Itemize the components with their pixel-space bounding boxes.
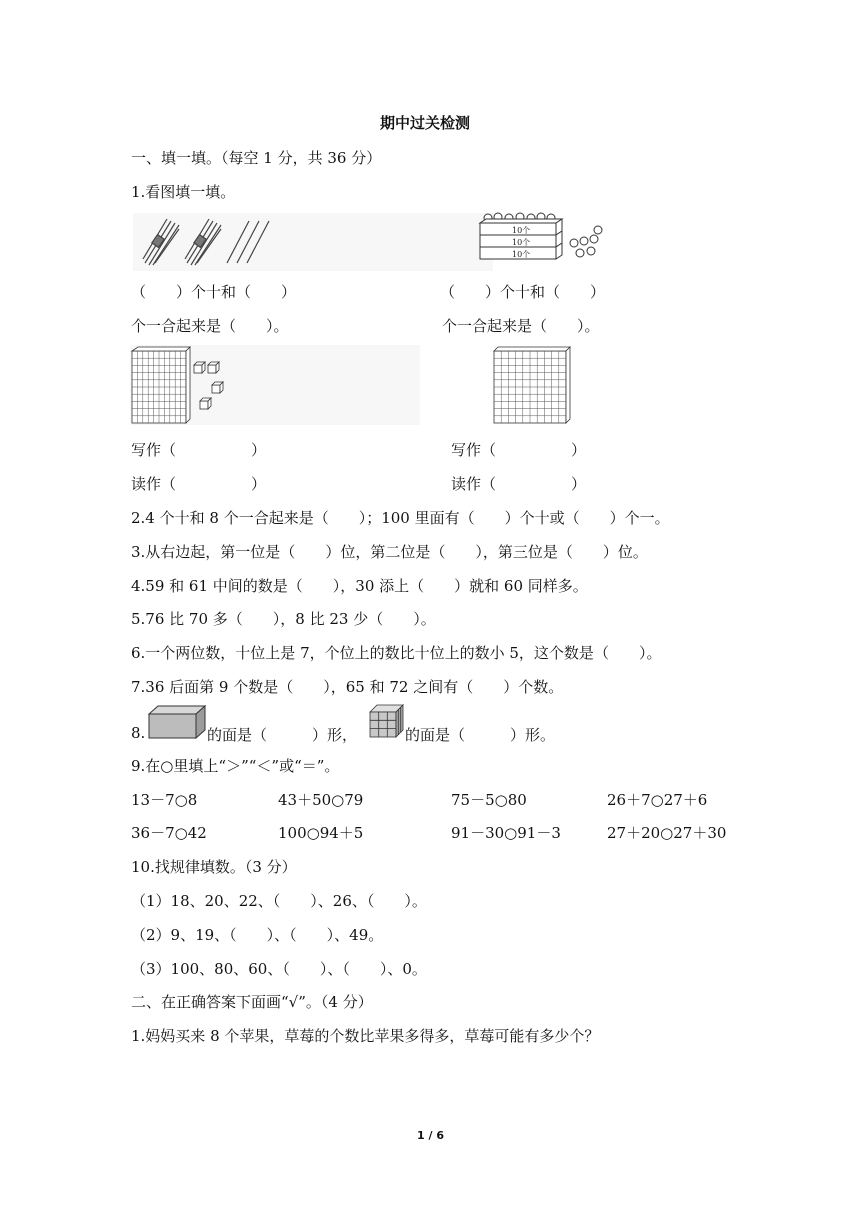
q4: 4.59 和 61 中间的数是（ ），30 添上（ ）就和 60 同样多。	[131, 577, 588, 595]
q9-label: 9.在○里填上“＞”“＜”或“＝”。	[131, 757, 340, 775]
q9-r2-c2: 100○94＋5	[278, 824, 364, 842]
crates-of-ten-image	[478, 213, 608, 271]
q8-number: 8.	[131, 724, 146, 742]
q1-left-line1: （ ）个十和（ ）	[131, 283, 297, 301]
q9-r1-c1: 13－7○8	[131, 791, 198, 809]
q1-right-line2: 个一合起来是（ ）。	[442, 317, 600, 335]
q10-item-3: （3）100、80、60、（ ）、（ ）、0。	[131, 960, 427, 978]
q9-r1-c3: 75－5○80	[451, 791, 527, 809]
q9-r2-c3: 91－30○91－3	[451, 824, 561, 842]
page-number: 1 / 6	[417, 1129, 444, 1142]
section2-heading: 二、在正确答案下面画“√”。（4 分）	[131, 993, 373, 1011]
q1-write-right: 写作（ ）	[451, 441, 587, 459]
hundred-grid-image	[490, 345, 570, 425]
q10-label: 10.找规律填数。（3 分）	[131, 858, 297, 876]
crate-label-2: 10个	[512, 238, 531, 247]
q1-write-left: 写作（ ）	[131, 441, 267, 459]
q1-read-left: 读作（ ）	[131, 475, 267, 493]
cuboid-icon	[148, 704, 206, 740]
q2: 2.4 个十和 8 个一合起来是（ ）；100 里面有（ ）个十或（ ）个一。	[131, 509, 670, 527]
q7: 7.36 后面第 9 个数是（ ），65 和 72 之间有（ ）个数。	[131, 678, 564, 696]
crate-label-1: 10个	[512, 226, 531, 235]
q1-label: 1.看图填一填。	[131, 183, 236, 201]
q8-part1: 的面是（ ）形，	[207, 726, 358, 744]
page-title: 期中过关检测	[380, 114, 471, 132]
q6: 6.一个两位数，十位上是 7，个位上的数比十位上的数小 5，这个数是（ ）。	[131, 644, 662, 662]
section1-heading: 一、填一填。（每空 1 分，共 36 分）	[131, 149, 382, 167]
section2-q1: 1.妈妈买来 8 个苹果，草莓的个数比苹果多得多，草莓可能有多少个？	[131, 1027, 600, 1045]
q5: 5.76 比 70 多（ ），8 比 23 少（ ）。	[131, 610, 436, 628]
q10-item-1: （1）18、20、22、（ ）、26、（ ）。	[131, 892, 427, 910]
q1-right-line1: （ ）个十和（ ）	[440, 283, 606, 301]
bundled-sticks-image	[133, 213, 493, 271]
q1-read-right: 读作（ ）	[451, 475, 587, 493]
q9-r1-c4: 26＋7○27＋6	[607, 791, 708, 809]
cube-icon	[369, 704, 405, 738]
q1-left-line2: 个一合起来是（ ）。	[131, 317, 289, 335]
q9-r2-c1: 36－7○42	[131, 824, 207, 842]
q9-r2-c4: 27＋20○27＋30	[607, 824, 727, 842]
q9-r1-c2: 43＋50○79	[278, 791, 364, 809]
hundred-grid-with-cubes-image	[130, 345, 420, 425]
q8-part2: 的面是（ ）形。	[405, 726, 556, 744]
q3: 3.从右边起，第一位是（ ）位，第二位是（ ），第三位是（ ）位。	[131, 543, 648, 561]
q10-item-2: （2）9、19、（ ）、（ ）、49。	[131, 926, 384, 944]
crate-label-3: 10个	[512, 250, 531, 259]
